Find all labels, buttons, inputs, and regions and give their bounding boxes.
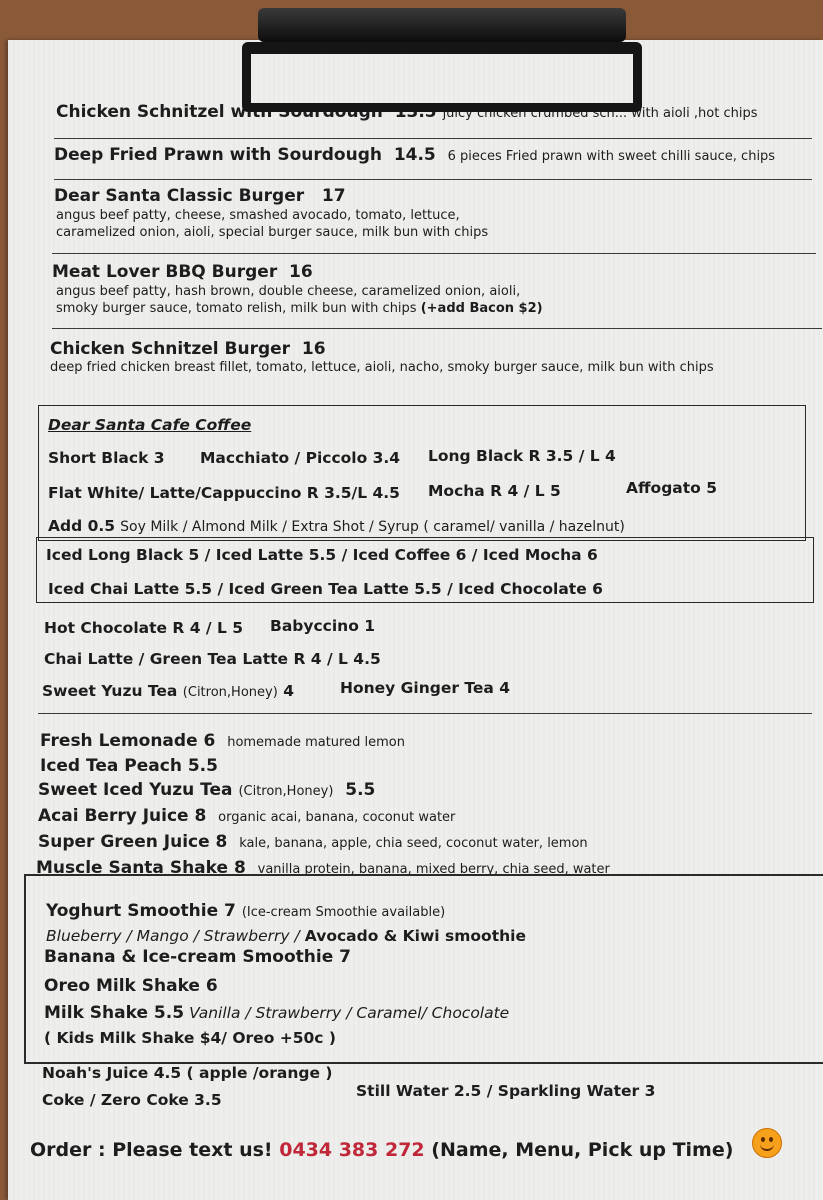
- order-line: [30, 1139, 733, 1161]
- coffee-long-black: Long Black R 3.5 / L 4: [428, 447, 616, 465]
- item-desc: organic acai, banana, coconut water: [218, 810, 456, 825]
- item-desc-text: smoky burger sauce, tomato relish, milk bun with chips: [56, 301, 417, 316]
- yoghurt-smoothie: [46, 901, 445, 921]
- flavour-list: Vanilla / Strawberry / Caramel/ Chocolate: [189, 1004, 510, 1022]
- item-extra: (+add Bacon $2): [420, 301, 543, 316]
- phone-number[interactable]: 0434 383 272: [279, 1139, 425, 1161]
- iced-tea-peach: Iced Tea Peach 5.5: [40, 756, 218, 776]
- item-price: 14.5: [393, 145, 436, 165]
- item-price: 13.5: [394, 102, 437, 122]
- item-name: Sweet Yuzu Tea: [42, 682, 178, 700]
- coffee-add-options: [48, 516, 625, 535]
- item-note: (Ice-cream Smoothie available): [241, 905, 446, 920]
- sweet-iced-yuzu-tea: [38, 780, 375, 800]
- coffee-title: Dear Santa Cafe Coffee: [48, 416, 252, 434]
- milkshake: [44, 1003, 509, 1023]
- item-price: 16: [289, 262, 313, 282]
- hot-chocolate: Hot Chocolate R 4 / L 5: [44, 619, 244, 637]
- item-name: Deep Fried Prawn with Sourdough: [54, 145, 382, 165]
- flavour-list: Blueberry / Mango / Strawberry /: [46, 927, 300, 945]
- avocado-kiwi: Avocado & Kiwi smoothie: [304, 927, 526, 945]
- item-price: 5.5: [345, 780, 376, 800]
- smoothie-flavours: [46, 926, 526, 945]
- coffee-flat-white: Flat White/ Latte/Cappuccino R 3.5/L 4.5: [48, 484, 400, 502]
- chai-latte: Chai Latte / Green Tea Latte R 4 / L 4.5: [44, 650, 381, 668]
- super-green-juice: [38, 832, 588, 852]
- menu-item-meat-lover-burger: [52, 262, 313, 282]
- menu-item-classic-burger: [54, 186, 346, 206]
- item-name: Dear Santa Classic Burger: [54, 186, 305, 206]
- item-note: (Citron,Honey): [238, 784, 334, 799]
- divider: [52, 253, 816, 254]
- item-price: 17: [321, 186, 346, 206]
- item-desc: caramelized onion, aioli, special burger sauce, milk bun with chips: [56, 225, 489, 240]
- item-desc: 6 pieces Fried prawn with sweet chilli sauce, chips: [447, 149, 776, 164]
- acai-berry-juice: [38, 806, 455, 826]
- kids-milkshake: ( Kids Milk Shake $4/ Oreo +50c ): [44, 1029, 336, 1047]
- coffee-affogato: Affogato 5: [626, 479, 717, 497]
- item-price: 16: [301, 339, 326, 359]
- clipboard-clip-icon: [242, 8, 642, 112]
- item-desc: vanilla protein, banana, mixed berry, chia seed, water: [257, 862, 610, 877]
- mouth: [760, 1142, 774, 1151]
- item-name: Acai Berry Juice 8: [38, 806, 207, 826]
- item-name: Muscle Santa Shake 8: [36, 858, 246, 878]
- coke: Coke / Zero Coke 3.5: [42, 1091, 222, 1109]
- menu-item-schnitzel-burger: [50, 339, 326, 359]
- item-desc: kale, banana, apple, chia seed, coconut water, lemon: [239, 836, 588, 851]
- item-note: (Citron,Honey): [182, 685, 278, 700]
- divider: [38, 713, 812, 714]
- item-desc: angus beef patty, cheese, smashed avocado, tomato, lettuce,: [56, 208, 460, 223]
- order-prefix: Order : Please text us!: [30, 1139, 273, 1161]
- honey-ginger-tea: Honey Ginger Tea 4: [340, 679, 511, 697]
- item-price: 4: [283, 682, 294, 700]
- noahs-juice: Noah's Juice 4.5 ( apple /orange ): [42, 1064, 333, 1082]
- clip-top: [258, 8, 626, 42]
- item-name: Meat Lover BBQ Burger: [52, 262, 278, 282]
- item-desc: angus beef patty, hash brown, double cheese, caramelized onion, aioli,: [56, 284, 521, 299]
- divider: [54, 138, 812, 139]
- item-desc: deep fried chicken breast fillet, tomato, lettuce, aioli, nacho, smoky burger sauce, milk bun with chips: [50, 360, 714, 375]
- babyccino: Babyccino 1: [270, 617, 376, 635]
- fresh-lemonade: [40, 731, 405, 751]
- clip-frame: [242, 42, 642, 112]
- oreo-milkshake: Oreo Milk Shake 6: [44, 976, 218, 996]
- item-name: Super Green Juice 8: [38, 832, 228, 852]
- divider: [54, 179, 812, 180]
- menu-item-deep-fried-prawn: [54, 145, 775, 165]
- add-label: Add 0.5: [48, 517, 116, 535]
- add-options-text: Soy Milk / Almond Milk / Extra Shot / Syrup ( caramel/ vanilla / hazelnut): [120, 519, 625, 535]
- order-suffix: (Name, Menu, Pick up Time): [431, 1139, 734, 1161]
- smiley-face-icon: [752, 1128, 782, 1158]
- item-name: Sweet Iced Yuzu Tea: [38, 780, 233, 800]
- item-name: Yoghurt Smoothie 7: [46, 901, 236, 921]
- divider: [52, 328, 822, 329]
- item-name: Milk Shake 5.5: [44, 1003, 185, 1023]
- item-name: Chicken Schnitzel with Sourdough: [56, 102, 383, 122]
- item-name: Chicken Schnitzel Burger: [50, 339, 291, 359]
- sweet-yuzu-tea: [42, 682, 294, 700]
- iced-drinks-line-1: Iced Long Black 5 / Iced Latte 5.5 / Iced Coffee 6 / Iced Mocha 6: [46, 546, 598, 564]
- water: Still Water 2.5 / Sparkling Water 3: [356, 1082, 656, 1100]
- item-desc: [56, 301, 543, 316]
- banana-smoothie: Banana & Ice-cream Smoothie 7: [44, 947, 351, 967]
- coffee-macchiato: Macchiato / Piccolo 3.4: [200, 449, 401, 467]
- item-name: Fresh Lemonade 6: [40, 731, 216, 751]
- iced-drinks-line-2: Iced Chai Latte 5.5 / Iced Green Tea Latte 5.5 / Iced Chocolate 6: [48, 580, 603, 598]
- item-desc: homemade matured lemon: [227, 735, 405, 750]
- item-desc: juicy chicken crumbed sch... with aioli ,hot chips: [442, 106, 758, 121]
- coffee-mocha: Mocha R 4 / L 5: [428, 482, 561, 500]
- coffee-short-black: Short Black 3: [48, 449, 165, 467]
